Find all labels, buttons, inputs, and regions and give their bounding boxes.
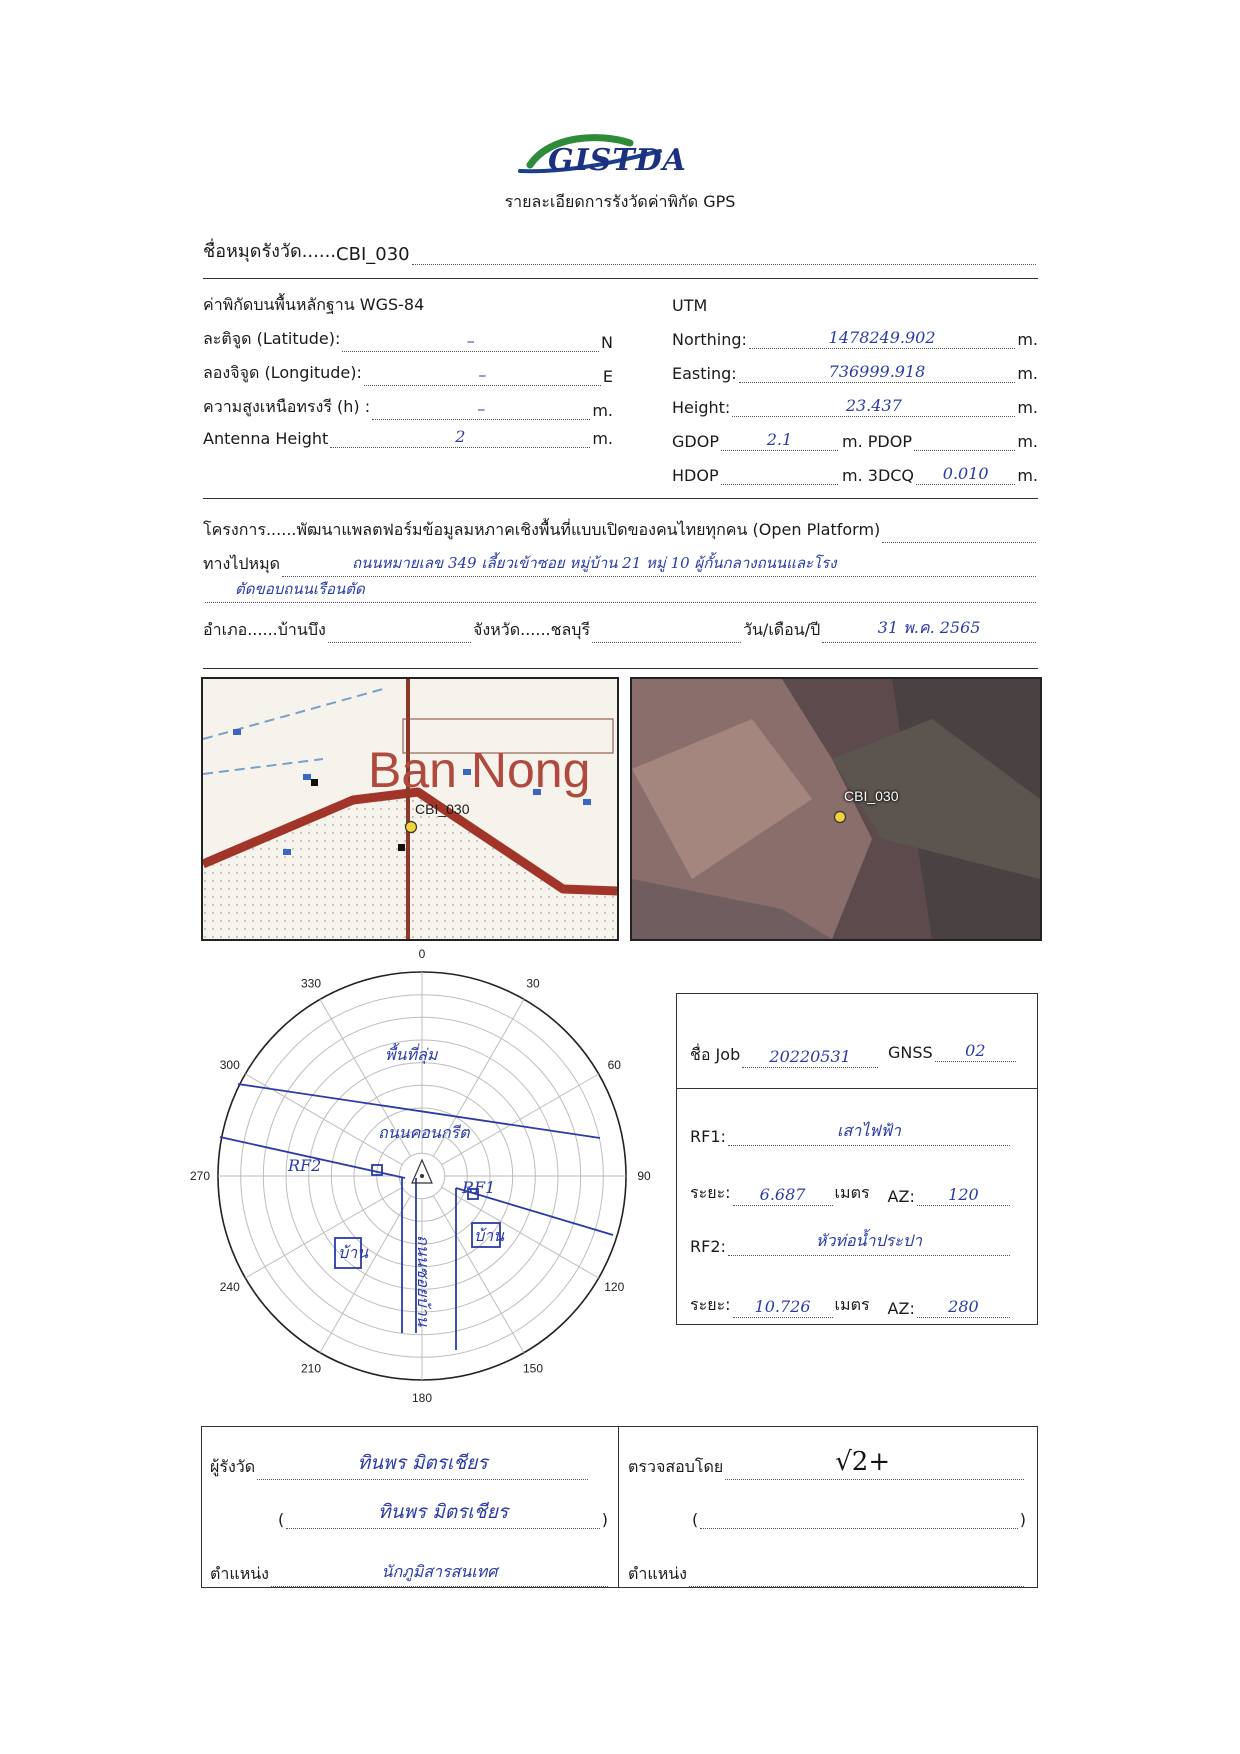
gdop-field: GDOP 2.1 [672, 432, 840, 451]
longitude-value: – [478, 365, 487, 384]
northing-value: 1478249.902 [828, 328, 936, 347]
skyplot-azimuth-label: 60 [607, 1058, 621, 1072]
longitude-field: ลองจิจูด (Longitude): – E [203, 363, 613, 386]
surveyor-name-field: ( ทินพร มิตรเชียร ) [278, 1510, 608, 1529]
pdop-field: m. PDOP m. [842, 432, 1038, 451]
checker-name-field: ( ) [692, 1510, 1026, 1529]
note-rf1: RF1 [462, 1178, 496, 1197]
skyplot-azimuth-spoke [320, 1196, 411, 1353]
checker-position-field: ตำแหน่ง [628, 1562, 1026, 1587]
project-value: พัฒนาแพลตฟอร์มข้อมูลมหภาคเชิงพื้นที่แบบเปิดของคนไทยทุกคน (Open Platform) [296, 520, 881, 539]
rf1-az-value: 120 [948, 1185, 979, 1204]
surveyor-name: ทินพร มิตรเชียร [377, 1501, 509, 1523]
note-house-right: บ้าน [474, 1226, 505, 1245]
amphoe-value: บ้านบึง [277, 620, 326, 639]
surveyor-field: ผู้รังวัด ทินพร มิตรเชียร [210, 1455, 590, 1480]
wgs84-heading: ค่าพิกัดบนพื้นหลักฐาน WGS-84 [203, 295, 425, 314]
route-line1: ถนนหมายเลข 349 เลี้ยวเข้าซอย หมู่บ้าน 21 หมู่ 10 ผู้กั้นกลางถนนและโรง [352, 554, 837, 572]
skyplot-azimuth-spoke [442, 1187, 599, 1278]
project-field: โครงการ...... พัฒนาแพลตฟอร์มข้อมูลมหภาคเชิงพื้นที่แบบเปิดของคนไทยทุกคน (Open Platform) [203, 518, 1038, 543]
skyplot-azimuth-label: 0 [418, 947, 426, 961]
antenna-height-field: Antenna Height 2 m. [203, 427, 613, 448]
checker-signature: √2+ [835, 1447, 891, 1477]
logo-text: GISTDA [548, 143, 687, 178]
skyplot-azimuth-spoke [245, 1187, 402, 1278]
amphoe-field: อำเภอ...... บ้านบึง [203, 618, 473, 643]
skyplot-azimuth-label: 180 [411, 1391, 433, 1405]
date-value: 31 พ.ค. 2565 [877, 618, 981, 637]
dcq-field: m. 3DCQ 0.010 m. [842, 464, 1038, 485]
topo-map [201, 677, 619, 941]
skyplot-azimuth-spoke [245, 1074, 402, 1165]
rf2-distance-field: ระยะ: 10.726 เมตร AZ: 280 [690, 1293, 1012, 1318]
note-concrete-road: ถนนคอนกรีต [378, 1123, 470, 1142]
province-value: ......ชลบุรี [520, 620, 591, 639]
skyplot-azimuth-spoke [433, 1196, 524, 1353]
ellipsoid-height-value: – [477, 399, 486, 418]
satellite-point-label: CBI_030 [844, 788, 899, 804]
utm-height-value: 23.437 [845, 396, 902, 415]
note-lowland: พื้นที่ลุ่ม [385, 1045, 438, 1064]
utm-height-field: Height: 23.437 m. [672, 396, 1038, 417]
rf1-value: เสาไฟฟ้า [836, 1121, 901, 1140]
divider [203, 278, 1038, 279]
antenna-height-value: 2 [455, 427, 466, 446]
rf2-distance-value: 10.726 [754, 1297, 811, 1316]
skyplot-azimuth-spoke [442, 1074, 599, 1165]
northing-field: Northing: 1478249.902 m. [672, 328, 1038, 349]
note-rf2: RF2 [288, 1156, 322, 1175]
date-field: วัน/เดือน/ปี 31 พ.ค. 2565 [743, 618, 1038, 643]
route-line2: ตัดขอบถนนเรือนตัด [235, 580, 365, 598]
rf1-field: RF1: เสาไฟฟ้า [690, 1127, 1012, 1146]
job-field: ชื่อ Job 20220531 [690, 1043, 880, 1068]
surveyor-position-field: ตำแหน่ง นักภูมิสารสนเทศ [210, 1562, 610, 1587]
checker-field: ตรวจสอบโดย √2+ [628, 1455, 1026, 1480]
surveyor-position: นักภูมิสารสนเทศ [381, 1562, 498, 1581]
gnss-value: 02 [965, 1041, 986, 1060]
rf1-distance-field: ระยะ: 6.687 เมตร AZ: 120 [690, 1181, 1012, 1206]
skyplot-azimuth-label: 30 [526, 976, 540, 991]
rf2-value: หัวท่อน้ำประปา [815, 1231, 922, 1250]
easting-field: Easting: 736999.918 m. [672, 362, 1038, 383]
skyplot-azimuth-label: 90 [637, 1169, 651, 1183]
station-name: CBI_030 [336, 244, 410, 265]
station-label: ชื่อหมุดรังวัด...... [203, 241, 337, 262]
skyplot-svg [180, 945, 680, 1415]
map-place-name: Ban Nong [368, 742, 591, 798]
station-name-field [203, 236, 1038, 265]
page-title: รายละเอียดการรังวัดค่าพิกัด GPS [504, 192, 736, 211]
note-alley: ถนนซอยบ้าน [414, 1235, 433, 1327]
skyplot-azimuth-label: 330 [300, 976, 322, 991]
rf2-field: RF2: หัวท่อน้ำประปา [690, 1237, 1012, 1256]
divider [203, 668, 1038, 669]
skyplot-azimuth-label: 120 [604, 1280, 625, 1294]
divider [203, 498, 1038, 499]
note-house-left: บ้าน [338, 1243, 369, 1262]
gistda-logo [510, 125, 710, 187]
skyplot-azimuth-label: 270 [189, 1169, 211, 1183]
skyplot-azimuth-label: 300 [219, 1058, 240, 1072]
surveyor-signature: ทินพร มิตรเชียร [357, 1452, 488, 1474]
latitude-value: – [466, 331, 475, 350]
skyplot [180, 945, 680, 1415]
station-triangle [412, 1160, 432, 1183]
rf1-distance-value: 6.687 [759, 1185, 806, 1204]
province-field: จังหวัด ......ชลบุรี [473, 618, 743, 643]
gdop-value: 2.1 [766, 430, 793, 449]
utm-heading: UTM [672, 296, 708, 315]
map-point-label: CBI_030 [415, 801, 470, 817]
rf2-az-value: 280 [948, 1297, 979, 1316]
hdop-field: HDOP [672, 466, 840, 485]
ellipsoid-height-field: ความสูงเหนือทรงรี (h) : – m. [203, 397, 613, 420]
route-field: ทางไปหมุด ถนนหมายเลข 349 เลี้ยวเข้าซอย หมู่บ้าน 21 หมู่ 10 ผู้กั้นกลางถนนและโรง [203, 552, 1038, 577]
dcq-value: 0.010 [942, 464, 989, 483]
satellite-map [630, 677, 1042, 941]
skyplot-azimuth-label: 240 [219, 1280, 240, 1294]
gnss-field: GNSS 02 [888, 1043, 1018, 1062]
station-dot [420, 1174, 424, 1178]
latitude-field: ละติจูด (Latitude): – N [203, 329, 613, 352]
easting-value: 736999.918 [828, 362, 926, 381]
job-value: 20220531 [769, 1047, 851, 1066]
skyplot-azimuth-label: 210 [300, 1361, 322, 1376]
skyplot-azimuth-label: 150 [522, 1361, 544, 1376]
route-field-line2 [203, 580, 1038, 603]
